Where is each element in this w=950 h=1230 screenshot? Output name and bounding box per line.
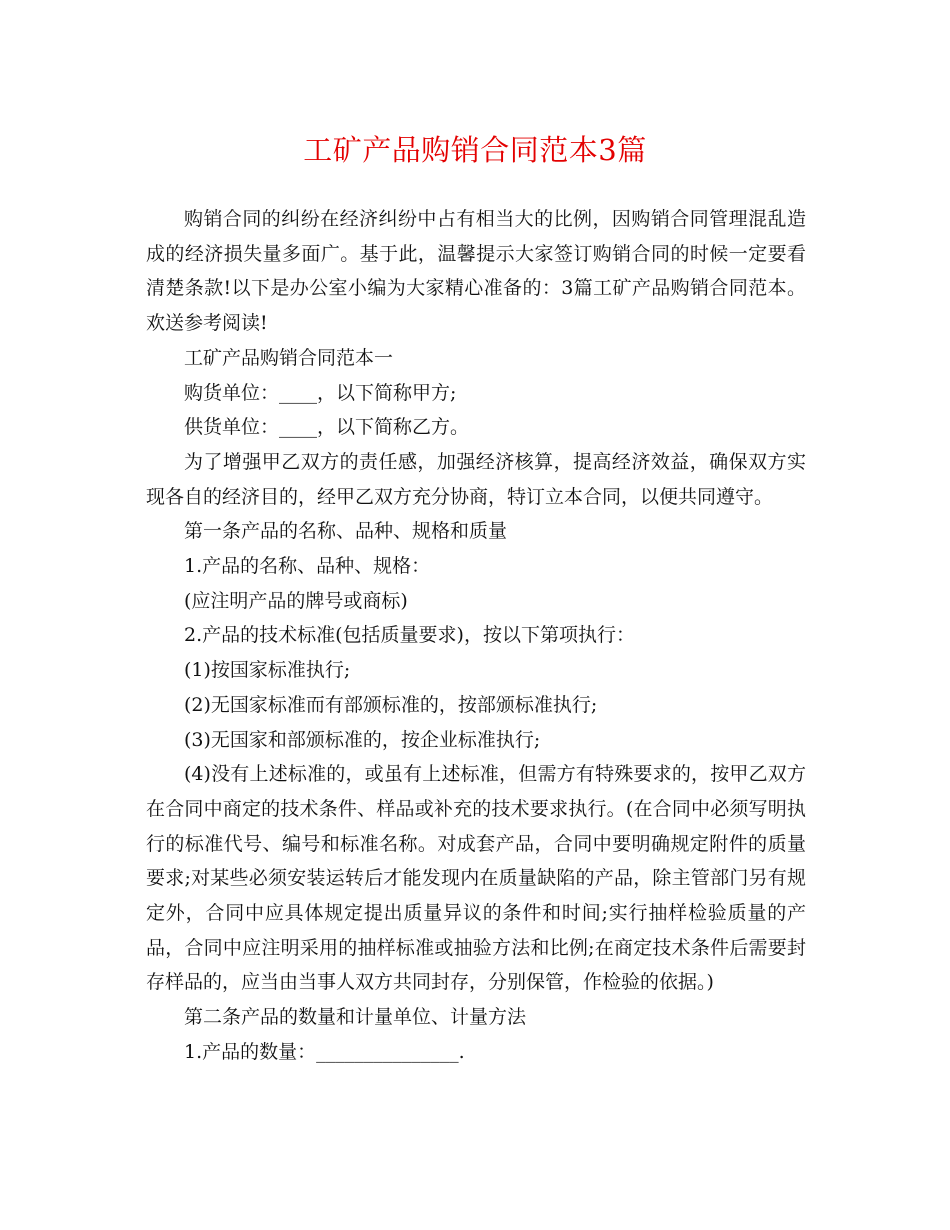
article-one-heading: 第一条产品的名称、品种、规格和质量 [184, 520, 508, 543]
standard-option-2: (2)无国家标准而有部颁标准的，按部颁标准执行; [184, 693, 598, 716]
standard-option-3: (3)无国家和部颁标准的，按企业标准执行; [184, 728, 541, 751]
purpose-paragraph: 为了增强甲乙双方的责任感，加强经济核算，提高经济效益，确保双方实现各自的经济目的，经甲乙双方充分协商，特订立本合同，以便共同遵守。 [146, 450, 806, 508]
intro-paragraph: 购销合同的纠纷在经济纠纷中占有相当大的比例，因购销合同管理混乱造成的经济损失量多面广。基于此，温馨提示大家签订购销合同的时候一定要看清楚条款!以下是办公室小编为大家精心准备的：3篇工矿产品购销合同范本。欢送参考阅读! [146, 208, 806, 335]
supplier-line: 供货单位：____，以下简称乙方。 [184, 416, 470, 439]
contract-heading-one: 工矿产品购销合同范本一 [184, 346, 394, 369]
buyer-line: 购货单位：____，以下简称甲方; [184, 381, 457, 404]
article-one-item-2: 2.产品的技术标准(包括质量要求)，按以下第项执行： [184, 624, 635, 647]
article-one-item-1: 1.产品的名称、品种、规格： [184, 555, 431, 578]
document-title: 工矿产品购销合同范本3篇 [303, 133, 647, 167]
document-body [146, 202, 806, 1070]
standard-option-1: (1)按国家标准执行; [184, 659, 351, 682]
article-two-heading: 第二条产品的数量和计量单位、计量方法 [184, 1006, 527, 1029]
article-two-item-1: 1.产品的数量：_______________. [184, 1040, 465, 1063]
article-one-note: (应注明产品的牌号或商标) [184, 589, 408, 612]
standard-option-4: (4)没有上述标准的，或虽有上述标准，但需方有特殊要求的，按甲乙双方在合同中商定的技术条件、样品或补充的技术要求执行。(在合同中必须写明执行的标准代号、编号和标准名称。对成套产品，合同中要明确规定附件的质量要求;对某些必须安装运转后才能发现内在质量缺陷的产品，除主管部门另有规定外，合同中应具体规定提出质量异议的条件和时间;实行抽样检验质量的产品，合同中应注明采用的抽样标准或抽验方法和比例;在商定技术条件后需要封存样品的，应当由当事人双方共同封存，分别保管，作检验的依据。) [146, 763, 806, 994]
